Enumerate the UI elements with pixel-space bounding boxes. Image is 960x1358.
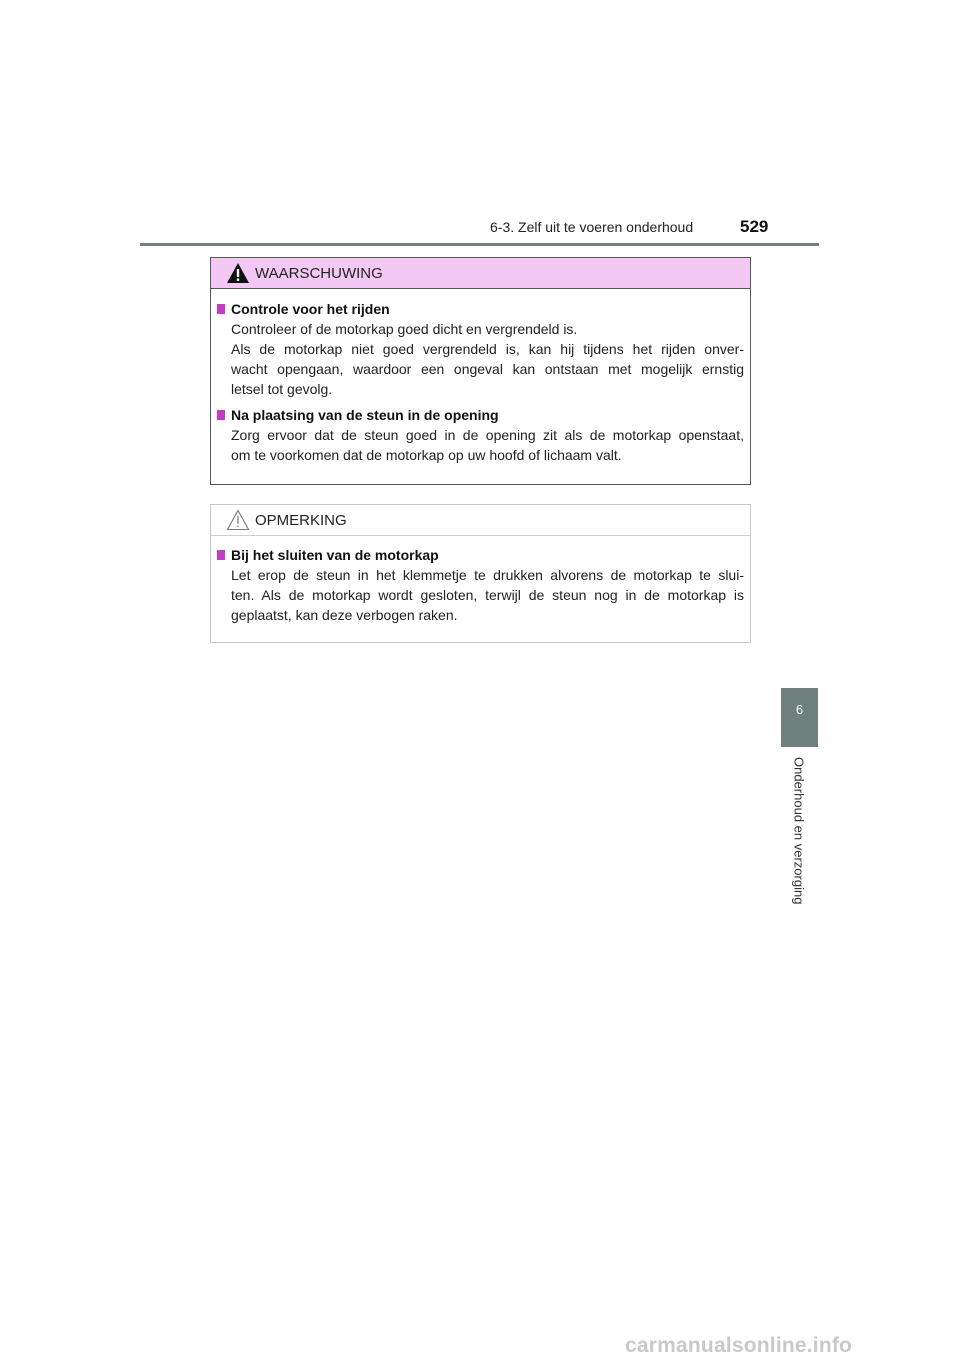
header-divider [140, 243, 819, 246]
notice-title: OPMERKING [255, 512, 347, 529]
warning-item-body [231, 425, 744, 465]
square-bullet-icon [217, 410, 225, 420]
warning-item-heading: Na plaatsing van de steun in de opening [231, 407, 499, 423]
warning-header [211, 258, 750, 289]
body-line: wacht opengaan, waardoor een ongeval kan ontstaan met mogelijk ernstig [231, 361, 744, 377]
body-line: Let erop de steun in het klemmetje te drukken alvorens de motorkap te slui- [231, 567, 744, 583]
chapter-number: 6 [795, 702, 804, 717]
notice-box [210, 504, 751, 643]
body-line: Als de motorkap niet goed vergrendeld is, kan hij tijdens het rijden onver- [231, 341, 744, 357]
page-number: 529 [740, 217, 769, 236]
warning-item [216, 299, 744, 399]
square-bullet-icon [217, 550, 225, 560]
notice-item [216, 545, 744, 625]
body-line: geplaatst, kan deze verbogen raken. [231, 607, 458, 623]
warning-item [216, 405, 744, 465]
warning-triangle-icon [226, 262, 250, 284]
section-title: 6-3. Zelf uit te voeren onderhoud [490, 219, 694, 235]
chapter-tab [781, 688, 818, 747]
notice-item-heading: Bij het sluiten van de motorkap [231, 547, 439, 563]
watermark: carmanualsonline.info [625, 1334, 853, 1357]
notice-item-body [231, 565, 744, 625]
body-line: om te voorkomen dat de motorkap op uw hoofd of lichaam valt. [231, 447, 622, 463]
warning-item-body [231, 319, 744, 399]
body-line: Zorg ervoor dat de steun goed in de opening zit als de motorkap openstaat, [231, 427, 744, 443]
body-line: letsel tot gevolg. [231, 381, 333, 397]
square-bullet-icon [217, 304, 225, 314]
warning-item-heading: Controle voor het rijden [231, 301, 390, 317]
warning-title: WAARSCHUWING [255, 265, 383, 282]
warning-box [210, 257, 751, 485]
notice-header [211, 505, 750, 536]
body-line: ten. Als de motorkap wordt gesloten, terwijl de steun nog in de motorkap is [231, 587, 744, 603]
body-line: Controleer of de motorkap goed dicht en vergrendeld is. [231, 321, 578, 337]
chapter-label: Onderhoud en verzorging [791, 757, 807, 905]
notice-triangle-icon [226, 509, 250, 531]
